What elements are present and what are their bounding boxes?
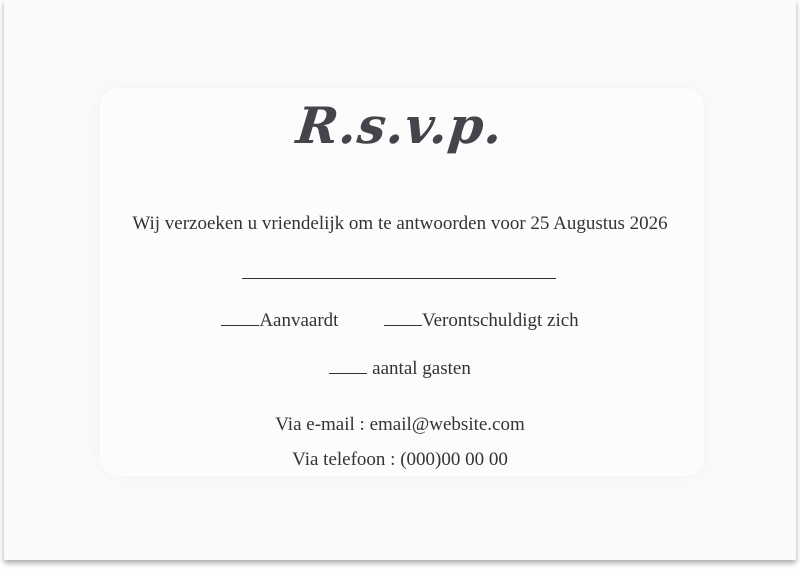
rsvp-card [4, 0, 796, 560]
phone-contact: Via telefoon : (000)00 00 00 [292, 449, 508, 470]
name-write-in-line [242, 278, 556, 279]
accept-label: Aanvaardt [259, 310, 339, 331]
guests-label: aantal gasten [372, 358, 471, 379]
email-contact: Via e-mail : email@website.com [275, 414, 525, 435]
decline-checkline [384, 310, 422, 326]
decline-label: Verontschuldigt zich [421, 310, 579, 331]
guests-count-line [329, 358, 367, 374]
accept-checkline [221, 310, 259, 326]
response-options [0, 310, 800, 332]
rsvp-title: R.s.v.p. [293, 96, 507, 155]
guests-row [0, 358, 800, 380]
rsvp-request-text: Wij verzoeken u vriendelijk om te antwoorden voor 25 Augustus 2026 [132, 213, 668, 234]
